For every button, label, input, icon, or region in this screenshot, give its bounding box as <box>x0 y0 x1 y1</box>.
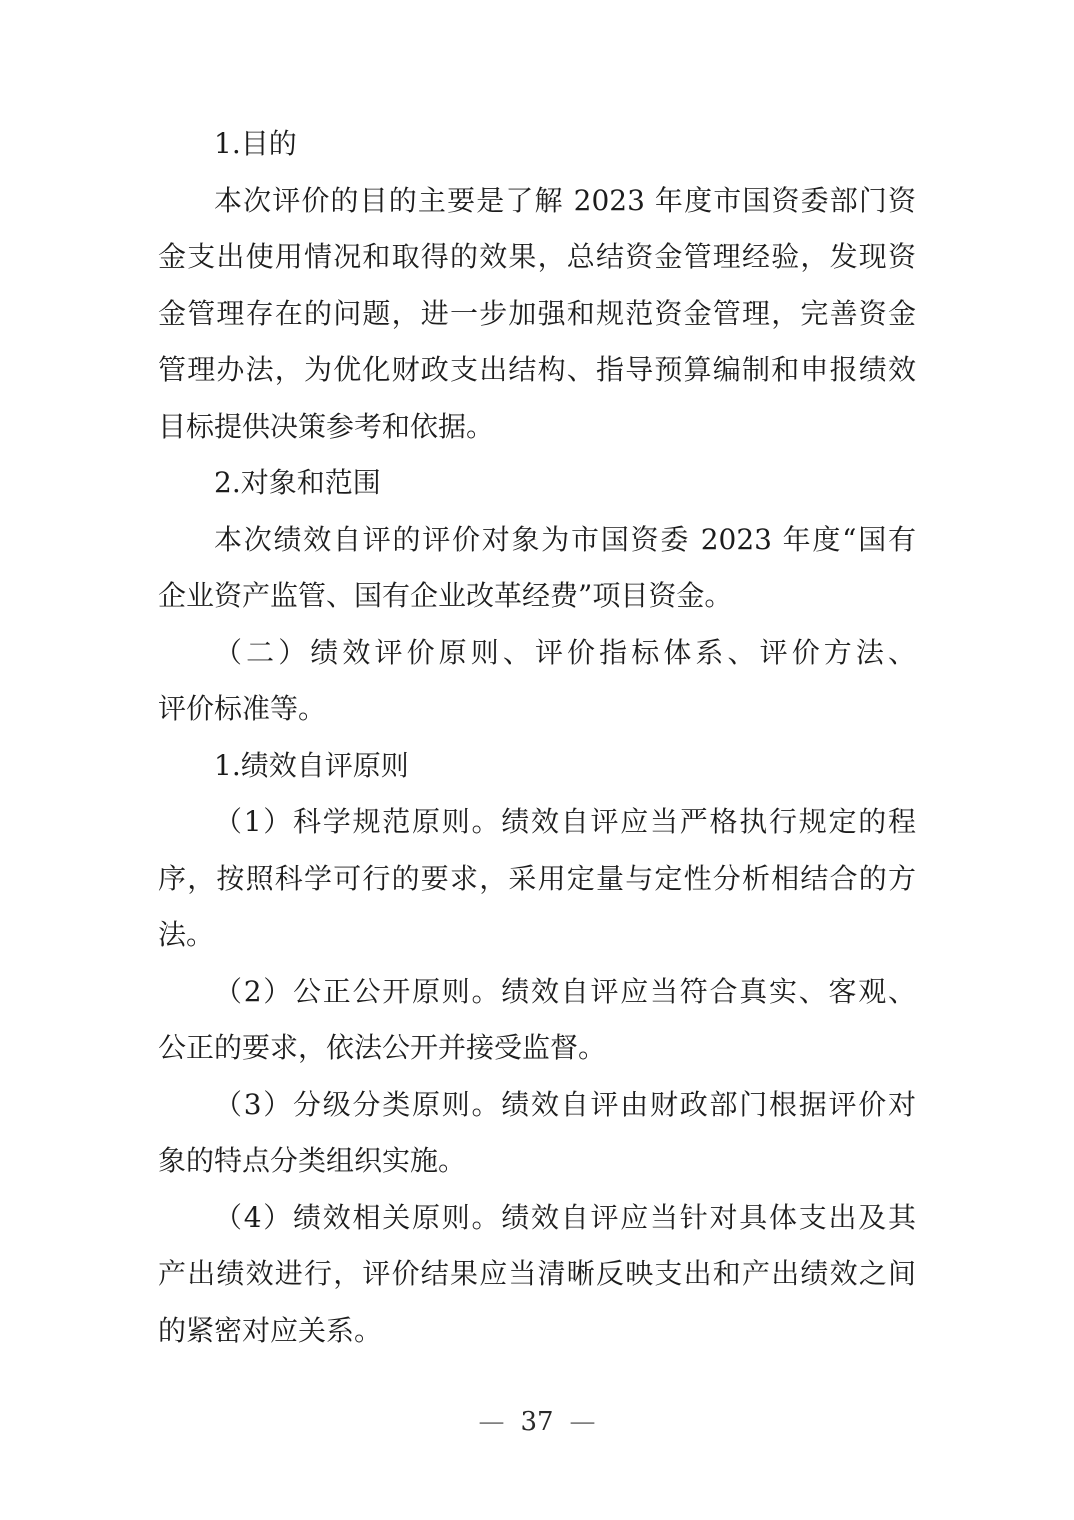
page-number: 37 <box>520 1407 554 1437</box>
text-line: 企业资产监管、国有企业改革经费”项目资金。 <box>158 579 733 612</box>
text-line: 评价标准等。 <box>158 692 327 725</box>
text-line: 序，按照科学可行的要求，采用定量与定性分析相结合的方 <box>158 861 916 895</box>
text-line: 2.对象和范围 <box>214 466 381 499</box>
text-line: （4）绩效相关原则。绩效自评应当针对具体支出及其 <box>214 1200 916 1234</box>
text-line: （3）分级分类原则。绩效自评由财政部门根据评价对 <box>214 1087 916 1121</box>
text-line: 法。 <box>158 918 215 951</box>
text-line: 公正的要求，依法公开并接受监督。 <box>158 1031 607 1064</box>
text-line: 1.绩效自评原则 <box>214 748 409 782</box>
document-body <box>158 116 916 1359</box>
text-line: 1.目的 <box>214 127 297 160</box>
text-line: （1）科学规范原则。绩效自评应当严格执行规定的程 <box>214 805 916 838</box>
footer-right-dash: — <box>569 1407 596 1437</box>
text-line: 产出绩效进行，评价结果应当清晰反映支出和产出绩效之间 <box>158 1257 916 1290</box>
page-footer <box>0 1402 1074 1442</box>
text-line: 管理办法，为优化财政支出结构、指导预算编制和申报绩效 <box>158 353 916 386</box>
text-line: 的紧密对应关系。 <box>158 1313 383 1347</box>
text-line: （二）绩效评价原则、评价指标体系、评价方法、 <box>214 635 916 669</box>
text-line: 金支出使用情况和取得的效果，总结资金管理经验，发现资 <box>158 240 916 273</box>
text-line: 本次绩效自评的评价对象为市国资委 2023 年度“国有 <box>214 522 916 556</box>
text-line: 本次评价的目的主要是了解 2023 年度市国资委部门资 <box>214 183 916 217</box>
text-line: 目标提供决策参考和依据。 <box>158 409 495 443</box>
footer-left-dash: — <box>478 1407 505 1437</box>
text-line: 象的特点分类组织实施。 <box>158 1144 467 1177</box>
text-line: 金管理存在的问题，进一步加强和规范资金管理，完善资金 <box>158 296 916 330</box>
text-line: （2）公正公开原则。绩效自评应当符合真实、客观、 <box>214 974 916 1008</box>
